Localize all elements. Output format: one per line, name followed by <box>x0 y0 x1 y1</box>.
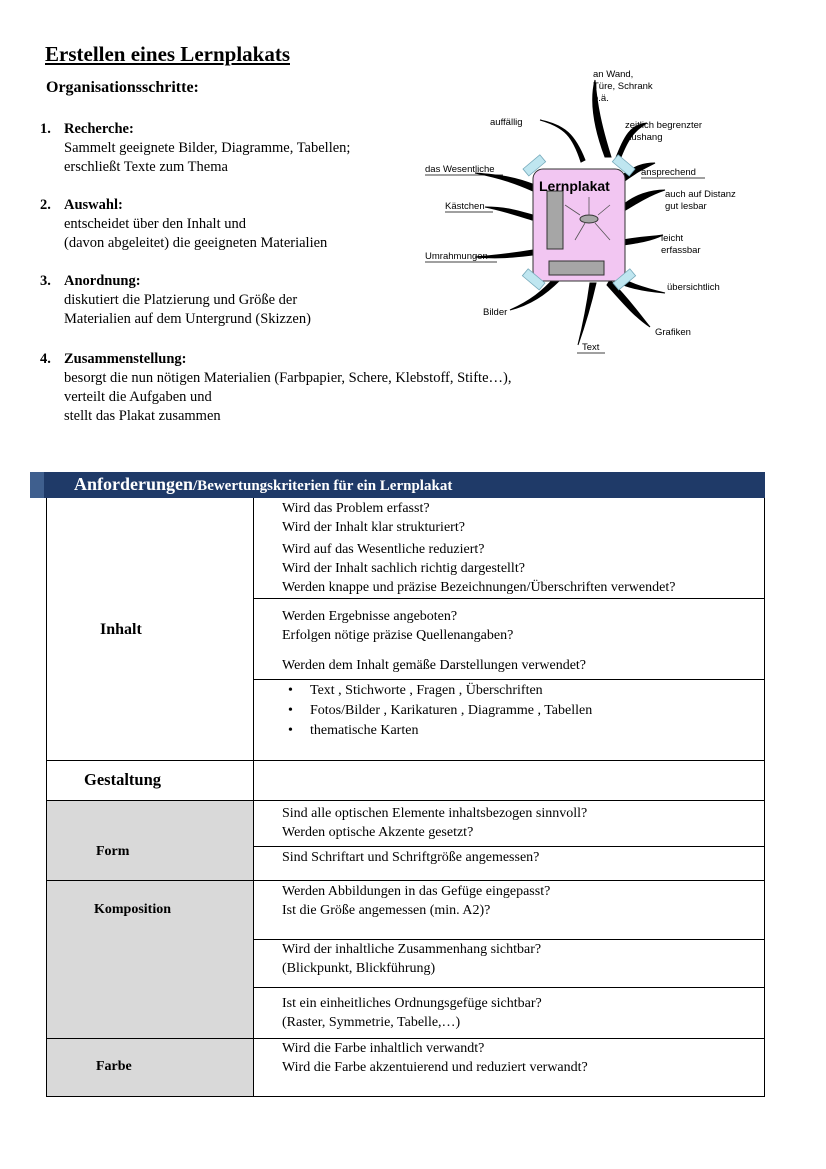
step-line: Sammelt geeignete Bilder, Diagramme, Tabellen; <box>64 140 351 156</box>
list-item: • thematische Karten <box>282 721 592 741</box>
criterion: Erfolgen nötige präzise Quellenangaben? <box>282 628 514 643</box>
criterion: Ist ein einheitliches Ordnungsgefüge sichtbar? <box>282 996 542 1011</box>
step-heading: Zusammenstellung: <box>64 351 187 367</box>
step-number: 2. <box>40 197 51 213</box>
diagram-label: leicht <box>661 233 684 244</box>
diagram-label: gut lesbar <box>665 201 707 212</box>
step-number: 4. <box>40 351 51 367</box>
table-header-subtitle: /Bewertungskriterien für ein Lernplakat <box>193 478 453 494</box>
form-label: Form <box>96 844 130 859</box>
criterion: Werden dem Inhalt gemäße Darstellungen verwendet? <box>282 658 587 673</box>
step-line: besorgt die nun nötigen Materialien (Farbpapier, Schere, Klebstoff, Stifte…), <box>64 370 512 386</box>
criterion: Werden optische Akzente gesetzt? <box>282 825 474 840</box>
diagram-label: o.ä. <box>593 93 609 104</box>
criterion: Werden knappe und präzise Bezeichnungen/Überschriften verwendet? <box>282 580 676 595</box>
inhalt-label: Inhalt <box>100 621 142 638</box>
step-line: diskutiert die Platzierung und Größe der <box>64 292 298 308</box>
diagram-label: Grafiken <box>655 327 691 338</box>
criterion: (Raster, Symmetrie, Tabelle,…) <box>282 1015 461 1030</box>
list-item: • Fotos/Bilder , Karikaturen , Diagramme , Tabellen <box>282 701 592 721</box>
diagram-label: Kästchen <box>445 201 485 212</box>
list-item: • Text , Stichworte , Fragen , Überschriften <box>282 681 592 701</box>
representation-list <box>282 681 592 741</box>
diagram-label: übersichtlich <box>667 282 720 293</box>
criterion: Werden Ergebnisse angeboten? <box>282 609 458 624</box>
lernplakat-mindmap <box>415 65 775 360</box>
step-heading: Recherche: <box>64 121 134 137</box>
diagram-label: Bilder <box>483 307 508 318</box>
diagram-label: Text <box>582 342 600 353</box>
diagram-label: ansprechend <box>641 167 696 178</box>
poster-title: Lernplakat <box>539 178 610 194</box>
gray-label-column <box>46 800 253 1096</box>
criterion: Wird der inhaltliche Zusammenhang sichtbar? <box>282 942 542 957</box>
diagram-label: zeitlich begrenzter <box>625 120 703 131</box>
diagram-label: Aushang <box>625 132 663 143</box>
step-heading: Anordnung: <box>64 273 141 289</box>
criterion: Wird die Farbe akzentuierend und reduziert verwandt? <box>282 1060 588 1075</box>
criterion: Ist die Größe angemessen (min. A2)? <box>282 903 491 918</box>
criterion: Werden Abbildungen in das Gefüge eingepasst? <box>282 884 551 899</box>
diagram-label: Türe, Schrank <box>593 81 653 92</box>
page-title: Erstellen eines Lernplakats <box>45 42 290 66</box>
step-line: Materialien auf dem Untergrund (Skizzen) <box>64 311 311 327</box>
criterion: Wird die Farbe inhaltlich verwandt? <box>282 1041 485 1056</box>
diagram-label: auffällig <box>490 117 523 128</box>
section-subtitle: Organisationsschritte: <box>46 79 199 96</box>
step-number: 1. <box>40 121 51 137</box>
criterion: Wird das Problem erfasst? <box>282 501 430 516</box>
gestaltung-label: Gestaltung <box>84 770 162 789</box>
step-heading: Auswahl: <box>64 197 123 213</box>
criterion: (Blickpunkt, Blickführung) <box>282 961 436 976</box>
step-line: erschließt Texte zum Thema <box>64 159 228 175</box>
diagram-label: Umrahmungen <box>425 251 488 262</box>
diagram-label: das Wesentliche <box>425 164 495 175</box>
diagram-label: erfassbar <box>661 245 701 256</box>
criterion: Wird der Inhalt sachlich richtig dargestellt? <box>282 561 525 576</box>
diagram-label: auch auf Distanz <box>665 189 736 200</box>
table-header-title: Anforderungen <box>74 474 194 494</box>
criterion: Wird der Inhalt klar strukturiert? <box>282 520 465 535</box>
criterion: Sind Schriftart und Schriftgröße angemessen? <box>282 850 540 865</box>
diagram-label: an Wand, <box>593 69 634 80</box>
step-line: entscheidet über den Inhalt und <box>64 216 246 232</box>
komposition-label: Komposition <box>94 902 172 917</box>
criterion: Sind alle optischen Elemente inhaltsbezogen sinnvoll? <box>282 806 588 821</box>
step-line: verteilt die Aufgaben und <box>64 389 212 405</box>
criterion: Wird auf das Wesentliche reduziert? <box>282 542 485 557</box>
farbe-label: Farbe <box>96 1059 132 1074</box>
step-line: (davon abgeleitet) die geeigneten Materialien <box>64 235 328 251</box>
table-header <box>30 472 765 498</box>
step-number: 3. <box>40 273 51 289</box>
step-line: stellt das Plakat zusammen <box>64 408 221 424</box>
